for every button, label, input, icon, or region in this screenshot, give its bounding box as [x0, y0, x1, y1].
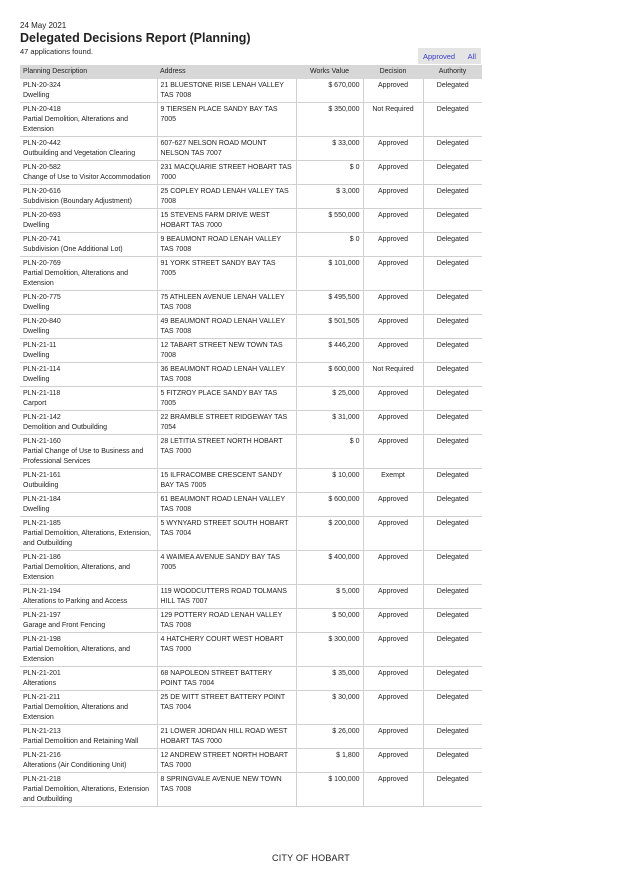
- works-value-cell: $ 100,000: [296, 773, 363, 807]
- authority-cell: Delegated: [423, 667, 482, 691]
- authority-cell: Delegated: [423, 773, 482, 807]
- address-cell: 12 TABART STREET NEW TOWN TAS 7008: [157, 339, 296, 363]
- planning-description-cell: [20, 103, 157, 137]
- address-cell: 28 LETITIA STREET NORTH HOBART TAS 7000: [157, 435, 296, 469]
- authority-cell: Delegated: [423, 137, 482, 161]
- decision-cell: Approved: [363, 291, 423, 315]
- table-row: [20, 633, 482, 667]
- table-row: [20, 667, 482, 691]
- authority-cell: Delegated: [423, 233, 482, 257]
- works-value-cell: $ 600,000: [296, 363, 363, 387]
- application-description: Change of Use to Visitor Accommodation: [23, 174, 151, 181]
- planning-description-cell: [20, 551, 157, 585]
- authority-cell: Delegated: [423, 79, 482, 103]
- decision-cell: Approved: [363, 339, 423, 363]
- table-row: [20, 551, 482, 585]
- application-id: PLN-20-840: [23, 318, 61, 325]
- decision-cell: Not Required: [363, 363, 423, 387]
- table-row: [20, 725, 482, 749]
- planning-description-cell: [20, 633, 157, 667]
- table-row: [20, 773, 482, 807]
- works-value-cell: $ 550,000: [296, 209, 363, 233]
- address-cell: 21 BLUESTONE RISE LENAH VALLEY TAS 7008: [157, 79, 296, 103]
- authority-cell: Delegated: [423, 411, 482, 435]
- table-row: [20, 79, 482, 103]
- application-description: Partial Demolition, Alterations and Extension: [23, 116, 129, 133]
- application-description: Alterations to Parking and Access: [23, 598, 128, 605]
- table-row: [20, 411, 482, 435]
- authority-cell: Delegated: [423, 493, 482, 517]
- decision-cell: Approved: [363, 517, 423, 551]
- decisions-table: [20, 65, 482, 807]
- application-description: Dwelling: [23, 92, 50, 99]
- planning-description-cell: [20, 691, 157, 725]
- application-description: Dwelling: [23, 506, 50, 513]
- address-cell: 119 WOODCUTTERS ROAD TOLMANS HILL TAS 7007: [157, 585, 296, 609]
- filter-approved-link[interactable]: Approved: [423, 51, 456, 61]
- address-cell: 61 BEAUMONT ROAD LENAH VALLEY TAS 7008: [157, 493, 296, 517]
- application-id: PLN-20-769: [23, 260, 61, 267]
- decision-cell: Approved: [363, 79, 423, 103]
- authority-cell: Delegated: [423, 209, 482, 233]
- planning-description-cell: [20, 185, 157, 209]
- planning-description-cell: [20, 517, 157, 551]
- application-id: PLN-20-741: [23, 236, 61, 243]
- page-title: Delegated Decisions Report (Planning): [20, 31, 251, 45]
- application-description: Dwelling: [23, 376, 50, 383]
- table-row: [20, 469, 482, 493]
- application-id: PLN-21-218: [23, 776, 61, 783]
- decision-cell: Approved: [363, 725, 423, 749]
- column-header-description: Planning Description: [20, 65, 157, 79]
- works-value-cell: $ 30,000: [296, 691, 363, 725]
- planning-description-cell: [20, 363, 157, 387]
- application-id: PLN-21-184: [23, 496, 61, 503]
- application-description: Alterations: [23, 680, 57, 687]
- address-cell: 607-627 NELSON ROAD MOUNT NELSON TAS 7007: [157, 137, 296, 161]
- decision-cell: Approved: [363, 609, 423, 633]
- decision-cell: Approved: [363, 749, 423, 773]
- decision-cell: Exempt: [363, 469, 423, 493]
- decision-cell: Approved: [363, 411, 423, 435]
- table-row: [20, 161, 482, 185]
- table-row: [20, 291, 482, 315]
- decision-cell: Approved: [363, 633, 423, 667]
- application-id: PLN-21-186: [23, 554, 61, 561]
- authority-cell: Delegated: [423, 469, 482, 493]
- works-value-cell: $ 0: [296, 233, 363, 257]
- table-row: [20, 435, 482, 469]
- table-header-row: [20, 65, 482, 79]
- application-id: PLN-21-211: [23, 694, 61, 701]
- application-id: PLN-21-201: [23, 670, 61, 677]
- planning-description-cell: [20, 411, 157, 435]
- application-id: PLN-21-11: [23, 342, 57, 349]
- works-value-cell: $ 31,000: [296, 411, 363, 435]
- application-id: PLN-21-198: [23, 636, 61, 643]
- authority-cell: Delegated: [423, 315, 482, 339]
- address-cell: 25 COPLEY ROAD LENAH VALLEY TAS 7008: [157, 185, 296, 209]
- decision-cell: Approved: [363, 209, 423, 233]
- planning-description-cell: [20, 233, 157, 257]
- table-row: [20, 749, 482, 773]
- authority-cell: Delegated: [423, 517, 482, 551]
- planning-description-cell: [20, 585, 157, 609]
- works-value-cell: $ 300,000: [296, 633, 363, 667]
- application-description: Partial Demolition, Alterations, Extension and Outbuilding: [23, 786, 150, 803]
- table-row: [20, 339, 482, 363]
- column-header-address: Address: [157, 65, 296, 79]
- works-value-cell: $ 400,000: [296, 551, 363, 585]
- application-description: Carport: [23, 400, 47, 407]
- address-cell: 4 WAIMEA AVENUE SANDY BAY TAS 7005: [157, 551, 296, 585]
- table-row: [20, 233, 482, 257]
- authority-cell: Delegated: [423, 363, 482, 387]
- works-value-cell: $ 350,000: [296, 103, 363, 137]
- authority-cell: Delegated: [423, 291, 482, 315]
- decision-cell: Approved: [363, 387, 423, 411]
- footer-organisation: CITY OF HOBART: [272, 853, 350, 863]
- works-value-cell: $ 101,000: [296, 257, 363, 291]
- works-value-cell: $ 446,200: [296, 339, 363, 363]
- authority-cell: Delegated: [423, 339, 482, 363]
- table-row: [20, 691, 482, 725]
- planning-description-cell: [20, 609, 157, 633]
- works-value-cell: $ 1,800: [296, 749, 363, 773]
- application-id: PLN-21-216: [23, 752, 61, 759]
- application-id: PLN-21-161: [23, 472, 61, 479]
- application-id: PLN-20-616: [23, 188, 61, 195]
- application-id: PLN-21-197: [23, 612, 61, 619]
- application-description: Dwelling: [23, 304, 50, 311]
- works-value-cell: $ 5,000: [296, 585, 363, 609]
- decision-cell: Not Required: [363, 103, 423, 137]
- address-cell: 231 MACQUARIE STREET HOBART TAS 7000: [157, 161, 296, 185]
- table-row: [20, 137, 482, 161]
- planning-description-cell: [20, 435, 157, 469]
- application-id: PLN-21-118: [23, 390, 61, 397]
- table-row: [20, 609, 482, 633]
- works-value-cell: $ 0: [296, 435, 363, 469]
- decision-cell: Approved: [363, 161, 423, 185]
- application-description: Dwelling: [23, 222, 50, 229]
- application-description: Partial Demolition and Retaining Wall: [23, 738, 139, 745]
- report-date: 24 May 2021: [20, 21, 67, 30]
- works-value-cell: $ 50,000: [296, 609, 363, 633]
- table-row: [20, 103, 482, 137]
- application-id: PLN-21-160: [23, 438, 61, 445]
- planning-description-cell: [20, 387, 157, 411]
- application-description: Partial Demolition, Alterations, and Extension: [23, 646, 130, 663]
- column-header-authority: Authority: [423, 65, 482, 79]
- table-row: [20, 257, 482, 291]
- planning-description-cell: [20, 667, 157, 691]
- decision-cell: Approved: [363, 667, 423, 691]
- works-value-cell: $ 26,000: [296, 725, 363, 749]
- decision-filter: [418, 48, 481, 64]
- address-cell: 36 BEAUMONT ROAD LENAH VALLEY TAS 7008: [157, 363, 296, 387]
- application-id: PLN-20-775: [23, 294, 61, 301]
- application-description: Outbuilding and Vegetation Clearing: [23, 150, 136, 157]
- table-row: [20, 209, 482, 233]
- planning-description-cell: [20, 79, 157, 103]
- decision-cell: Approved: [363, 585, 423, 609]
- works-value-cell: $ 35,000: [296, 667, 363, 691]
- decision-cell: Approved: [363, 257, 423, 291]
- application-id: PLN-21-185: [23, 520, 61, 527]
- planning-description-cell: [20, 137, 157, 161]
- works-value-cell: $ 501,505: [296, 315, 363, 339]
- decision-cell: Approved: [363, 435, 423, 469]
- table-row: [20, 315, 482, 339]
- filter-all-link[interactable]: All: [467, 51, 476, 61]
- application-description: Outbuilding: [23, 482, 59, 489]
- address-cell: 22 BRAMBLE STREET RIDGEWAY TAS 7054: [157, 411, 296, 435]
- application-description: Partial Demolition, Alterations, Extension, and Outbuilding: [23, 530, 152, 547]
- works-value-cell: $ 10,000: [296, 469, 363, 493]
- planning-description-cell: [20, 209, 157, 233]
- planning-description-cell: [20, 749, 157, 773]
- authority-cell: Delegated: [423, 691, 482, 725]
- application-id: PLN-20-418: [23, 106, 61, 113]
- decision-cell: Approved: [363, 493, 423, 517]
- authority-cell: Delegated: [423, 633, 482, 667]
- application-id: PLN-21-142: [23, 414, 61, 421]
- application-id: PLN-21-213: [23, 728, 61, 735]
- address-cell: 8 SPRINGVALE AVENUE NEW TOWN TAS 7008: [157, 773, 296, 807]
- decision-cell: Approved: [363, 315, 423, 339]
- address-cell: 5 FITZROY PLACE SANDY BAY TAS 7005: [157, 387, 296, 411]
- address-cell: 68 NAPOLEON STREET BATTERY POINT TAS 7004: [157, 667, 296, 691]
- authority-cell: Delegated: [423, 185, 482, 209]
- application-id: PLN-20-693: [23, 212, 61, 219]
- planning-description-cell: [20, 493, 157, 517]
- authority-cell: Delegated: [423, 257, 482, 291]
- application-description: Dwelling: [23, 328, 50, 335]
- application-description: Demolition and Outbuilding: [23, 424, 108, 431]
- address-cell: 129 POTTERY ROAD LENAH VALLEY TAS 7008: [157, 609, 296, 633]
- application-count: 47 applications found.: [20, 47, 93, 56]
- address-cell: 75 ATHLEEN AVENUE LENAH VALLEY TAS 7008: [157, 291, 296, 315]
- address-cell: 21 LOWER JORDAN HILL ROAD WEST HOBART TAS 7000: [157, 725, 296, 749]
- table-row: [20, 493, 482, 517]
- works-value-cell: $ 670,000: [296, 79, 363, 103]
- application-description: Partial Demolition, Alterations, and Extension: [23, 564, 130, 581]
- table-row: [20, 387, 482, 411]
- authority-cell: Delegated: [423, 103, 482, 137]
- authority-cell: Delegated: [423, 551, 482, 585]
- planning-description-cell: [20, 257, 157, 291]
- authority-cell: Delegated: [423, 435, 482, 469]
- authority-cell: Delegated: [423, 585, 482, 609]
- authority-cell: Delegated: [423, 749, 482, 773]
- authority-cell: Delegated: [423, 725, 482, 749]
- address-cell: 4 HATCHERY COURT WEST HOBART TAS 7000: [157, 633, 296, 667]
- planning-description-cell: [20, 773, 157, 807]
- works-value-cell: $ 495,500: [296, 291, 363, 315]
- application-description: Partial Demolition, Alterations and Extension: [23, 704, 129, 721]
- column-header-decision: Decision: [363, 65, 423, 79]
- address-cell: 5 WYNYARD STREET SOUTH HOBART TAS 7004: [157, 517, 296, 551]
- table-row: [20, 585, 482, 609]
- application-id: PLN-21-194: [23, 588, 61, 595]
- decision-cell: Approved: [363, 551, 423, 585]
- column-header-works-value: Works Value: [296, 65, 363, 79]
- application-id: PLN-20-442: [23, 140, 61, 147]
- address-cell: 12 ANDREW STREET NORTH HOBART TAS 7000: [157, 749, 296, 773]
- address-cell: 15 ILFRACOMBE CRESCENT SANDY BAY TAS 7005: [157, 469, 296, 493]
- authority-cell: Delegated: [423, 161, 482, 185]
- application-description: Partial Change of Use to Business and Professional Services: [23, 448, 144, 465]
- address-cell: 25 DE WITT STREET BATTERY POINT TAS 7004: [157, 691, 296, 725]
- address-cell: 9 BEAUMONT ROAD LENAH VALLEY TAS 7008: [157, 233, 296, 257]
- works-value-cell: $ 600,000: [296, 493, 363, 517]
- application-description: Partial Demolition, Alterations and Extension: [23, 270, 129, 287]
- application-description: Dwelling: [23, 352, 50, 359]
- address-cell: 15 STEVENS FARM DRIVE WEST HOBART TAS 7000: [157, 209, 296, 233]
- works-value-cell: $ 33,000: [296, 137, 363, 161]
- planning-description-cell: [20, 161, 157, 185]
- authority-cell: Delegated: [423, 609, 482, 633]
- authority-cell: Delegated: [423, 387, 482, 411]
- works-value-cell: $ 3,000: [296, 185, 363, 209]
- decision-cell: Approved: [363, 773, 423, 807]
- planning-description-cell: [20, 315, 157, 339]
- planning-description-cell: [20, 291, 157, 315]
- application-description: Subdivision (One Additional Lot): [23, 246, 123, 253]
- application-description: Garage and Front Fencing: [23, 622, 106, 629]
- application-id: PLN-20-324: [23, 82, 61, 89]
- works-value-cell: $ 25,000: [296, 387, 363, 411]
- decision-cell: Approved: [363, 691, 423, 725]
- application-description: Alterations (Air Conditioning Unit): [23, 762, 127, 769]
- address-cell: 49 BEAUMONT ROAD LENAH VALLEY TAS 7008: [157, 315, 296, 339]
- address-cell: 91 YORK STREET SANDY BAY TAS 7005: [157, 257, 296, 291]
- application-description: Subdivision (Boundary Adjustment): [23, 198, 132, 205]
- planning-description-cell: [20, 469, 157, 493]
- table-row: [20, 517, 482, 551]
- application-id: PLN-20-582: [23, 164, 61, 171]
- decision-cell: Approved: [363, 185, 423, 209]
- application-id: PLN-21-114: [23, 366, 61, 373]
- planning-description-cell: [20, 725, 157, 749]
- address-cell: 9 TIERSEN PLACE SANDY BAY TAS 7005: [157, 103, 296, 137]
- decision-cell: Approved: [363, 233, 423, 257]
- table-row: [20, 185, 482, 209]
- works-value-cell: $ 0: [296, 161, 363, 185]
- works-value-cell: $ 200,000: [296, 517, 363, 551]
- decision-cell: Approved: [363, 137, 423, 161]
- table-row: [20, 363, 482, 387]
- planning-description-cell: [20, 339, 157, 363]
